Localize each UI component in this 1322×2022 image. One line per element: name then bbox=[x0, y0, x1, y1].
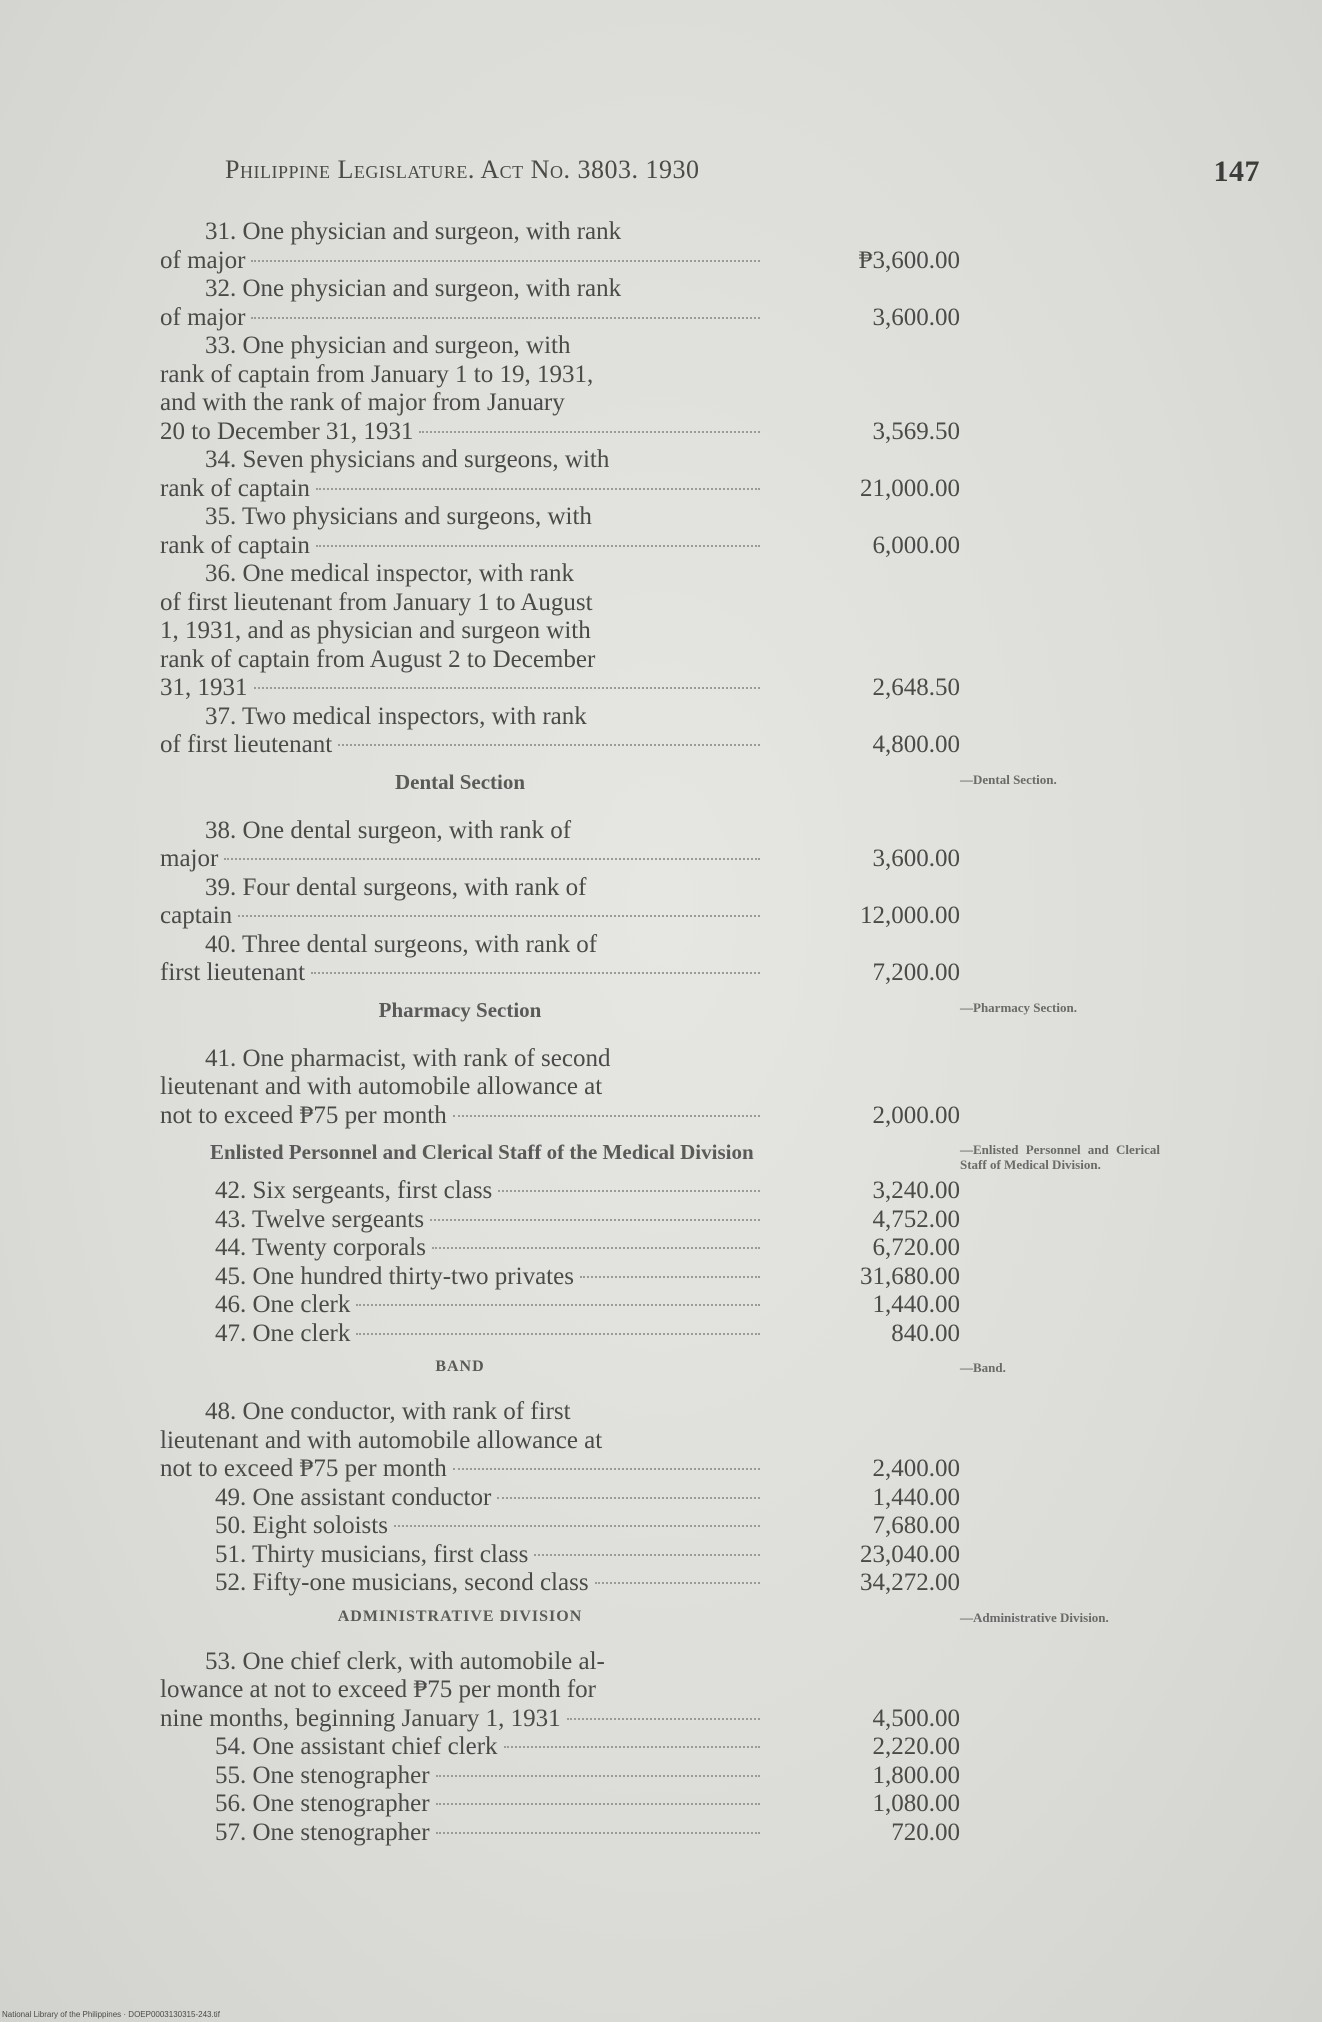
leader-dots bbox=[238, 915, 760, 917]
item-text-line: of first lieutenant bbox=[160, 731, 333, 758]
appropriation-item bbox=[160, 503, 960, 560]
leader-dots bbox=[567, 1718, 760, 1720]
item-text-line: 39. Four dental surgeons, with rank of bbox=[205, 873, 587, 901]
leader-dots bbox=[419, 431, 760, 433]
item-amount: 31,680.00 bbox=[860, 1262, 960, 1290]
leader-dots bbox=[224, 858, 760, 860]
section-heading-enlisted: Enlisted Personnel and Clerical Staff of the Medical Division bbox=[210, 1140, 754, 1164]
item-last-line bbox=[215, 1733, 760, 1762]
appropriation-item bbox=[160, 1733, 960, 1762]
appropriation-item bbox=[160, 560, 960, 703]
leader-dots bbox=[436, 1803, 760, 1805]
item-amount: 1,800.00 bbox=[872, 1761, 960, 1789]
item-description bbox=[160, 1512, 760, 1541]
item-last-line bbox=[215, 1819, 760, 1848]
item-last-line bbox=[160, 731, 760, 760]
appropriation-item bbox=[160, 1398, 960, 1484]
item-last-line bbox=[160, 1455, 760, 1484]
item-amount: 7,200.00 bbox=[872, 959, 960, 986]
item-last-line bbox=[160, 532, 760, 561]
item-description bbox=[160, 1320, 760, 1349]
running-header bbox=[225, 155, 1260, 195]
item-amount: 21,000.00 bbox=[860, 474, 960, 502]
item-text-line: 41. One pharmacist, with rank of second bbox=[205, 1044, 611, 1072]
item-last-line bbox=[160, 304, 760, 333]
item-text-line: lowance at not to exceed ₱75 per month for bbox=[160, 1676, 596, 1703]
appropriation-item bbox=[160, 1790, 960, 1819]
leader-dots bbox=[316, 545, 760, 547]
leader-dots bbox=[356, 1304, 760, 1306]
item-amount: ₱3,600.00 bbox=[858, 246, 960, 274]
item-text-line: not to exceed ₱75 per month bbox=[160, 1101, 447, 1129]
item-last-line bbox=[215, 1512, 760, 1541]
item-text-line: nine months, beginning January 1, 1931 bbox=[160, 1704, 561, 1732]
item-text-line: 31, 1931 bbox=[160, 674, 248, 701]
item-amount: 6,000.00 bbox=[872, 531, 960, 559]
appropriation-item bbox=[160, 1206, 960, 1235]
item-text-line: rank of captain bbox=[160, 474, 310, 502]
item-text-line: of major bbox=[160, 303, 246, 331]
item-description bbox=[160, 874, 760, 931]
item-description bbox=[160, 817, 760, 874]
item-last-line bbox=[160, 845, 760, 874]
item-text-line: 38. One dental surgeon, with rank of bbox=[205, 816, 572, 844]
item-last-line bbox=[215, 1291, 760, 1320]
leader-dots bbox=[338, 744, 760, 746]
appropriation-item bbox=[160, 1045, 960, 1131]
item-amount: 2,648.50 bbox=[872, 674, 960, 701]
item-amount: 1,080.00 bbox=[872, 1790, 960, 1817]
item-description bbox=[160, 703, 760, 760]
margin-note-enlisted: —Enlisted Personnel and Clerical Staff of Medical Division. bbox=[960, 1142, 1160, 1172]
item-description bbox=[160, 1045, 760, 1131]
item-text-line: and with the rank of major from January bbox=[160, 389, 565, 416]
item-text-line: 54. One assistant chief clerk bbox=[215, 1733, 498, 1760]
item-amount: 6,720.00 bbox=[872, 1234, 960, 1261]
item-last-line bbox=[160, 475, 760, 504]
item-description bbox=[160, 446, 760, 503]
item-amount: 3,600.00 bbox=[872, 845, 960, 872]
item-text-line: 48. One conductor, with rank of first bbox=[205, 1398, 571, 1425]
item-last-line bbox=[215, 1569, 760, 1598]
item-last-line bbox=[215, 1234, 760, 1263]
item-description bbox=[160, 218, 760, 275]
appropriation-item bbox=[160, 1819, 960, 1848]
item-description bbox=[160, 332, 760, 446]
item-text-line: 20 to December 31, 1931 bbox=[160, 417, 414, 445]
appropriation-item bbox=[160, 332, 960, 446]
item-text-line: not to exceed ₱75 per month bbox=[160, 1455, 447, 1482]
appropriation-item bbox=[160, 703, 960, 760]
item-last-line bbox=[215, 1263, 760, 1292]
appropriation-item bbox=[160, 1177, 960, 1206]
header-title: Philippine Legislature. Act No. 3803. 1930 bbox=[225, 155, 700, 184]
item-text-line: 32. One physician and surgeon, with rank bbox=[205, 275, 622, 302]
leader-dots bbox=[316, 488, 760, 490]
item-text-line: of major bbox=[160, 246, 246, 274]
item-description bbox=[160, 1234, 760, 1263]
leader-dots bbox=[497, 1497, 760, 1499]
item-amount: 840.00 bbox=[891, 1319, 960, 1347]
item-amount: 12,000.00 bbox=[860, 902, 960, 929]
item-last-line bbox=[160, 959, 760, 988]
item-text-line: first lieutenant bbox=[160, 959, 306, 986]
item-description bbox=[160, 1263, 760, 1292]
item-description bbox=[160, 560, 760, 703]
item-description bbox=[160, 1206, 760, 1235]
leader-dots bbox=[356, 1333, 760, 1335]
item-text-line: 50. Eight soloists bbox=[215, 1512, 388, 1539]
appropriation-item bbox=[160, 1541, 960, 1570]
page-number: 147 bbox=[1213, 155, 1260, 188]
appropriation-item bbox=[160, 1320, 960, 1349]
item-text-line: 57. One stenographer bbox=[215, 1818, 430, 1846]
item-amount: 34,272.00 bbox=[860, 1569, 960, 1596]
appropriation-item bbox=[160, 446, 960, 503]
item-description bbox=[160, 931, 760, 988]
item-amount: 2,000.00 bbox=[872, 1101, 960, 1129]
leader-dots bbox=[453, 1115, 760, 1117]
item-text-line: 35. Two physicians and surgeons, with bbox=[205, 503, 592, 530]
item-text-line: 51. Thirty musicians, first class bbox=[215, 1540, 529, 1568]
item-text-line: 34. Seven physicians and surgeons, with bbox=[205, 446, 610, 473]
leader-dots bbox=[311, 972, 760, 974]
leader-dots bbox=[498, 1190, 760, 1192]
item-last-line bbox=[160, 902, 760, 931]
item-last-line bbox=[215, 1541, 760, 1570]
leader-dots bbox=[534, 1554, 760, 1556]
margin-note-admin: —Administrative Division. bbox=[960, 1610, 1109, 1625]
item-text-line: 44. Twenty corporals bbox=[215, 1234, 426, 1261]
appropriation-column bbox=[160, 218, 960, 1847]
item-description bbox=[160, 1569, 760, 1598]
item-description bbox=[160, 1648, 760, 1734]
item-amount: 4,752.00 bbox=[872, 1205, 960, 1233]
item-text-line: 56. One stenographer bbox=[215, 1790, 430, 1817]
item-description bbox=[160, 1762, 760, 1791]
leader-dots bbox=[504, 1746, 760, 1748]
item-amount: 4,500.00 bbox=[872, 1704, 960, 1732]
item-amount: 2,400.00 bbox=[872, 1455, 960, 1482]
item-last-line bbox=[215, 1790, 760, 1819]
leader-dots bbox=[453, 1468, 760, 1470]
leader-dots bbox=[436, 1832, 760, 1834]
item-text-line: 47. One clerk bbox=[215, 1319, 351, 1347]
item-last-line bbox=[160, 1102, 760, 1131]
item-text-line: 43. Twelve sergeants bbox=[215, 1205, 425, 1233]
item-text-line: 53. One chief clerk, with automobile al- bbox=[205, 1647, 605, 1675]
item-description bbox=[160, 1733, 760, 1762]
leader-dots bbox=[251, 260, 760, 262]
item-text-line: 40. Three dental surgeons, with rank of bbox=[205, 930, 598, 958]
item-text-line: 31. One physician and surgeon, with rank bbox=[205, 218, 622, 245]
item-last-line bbox=[160, 1705, 760, 1734]
margin-note-pharmacy: —Pharmacy Section. bbox=[960, 1000, 1077, 1015]
leader-dots bbox=[595, 1582, 760, 1584]
item-last-line bbox=[215, 1206, 760, 1235]
leader-dots bbox=[430, 1219, 760, 1221]
item-text-line: 45. One hundred thirty-two privates bbox=[215, 1262, 574, 1290]
leader-dots bbox=[251, 317, 760, 319]
item-text-line: rank of captain from August 2 to December bbox=[160, 645, 596, 673]
item-amount: 3,240.00 bbox=[872, 1177, 960, 1204]
appropriation-item bbox=[160, 931, 960, 988]
item-text-line: captain bbox=[160, 902, 233, 929]
section-heading-pharmacy: Pharmacy Section bbox=[378, 997, 542, 1022]
section-heading-band: BAND bbox=[435, 1358, 485, 1375]
item-text-line: 52. Fifty-one musicians, second class bbox=[215, 1569, 589, 1596]
item-text-line: of first lieutenant from January 1 to August bbox=[160, 588, 593, 616]
item-amount: 3,600.00 bbox=[872, 303, 960, 331]
leader-dots bbox=[432, 1247, 760, 1249]
appropriation-item bbox=[160, 275, 960, 332]
appropriation-item bbox=[160, 1484, 960, 1513]
appropriation-item bbox=[160, 218, 960, 275]
appropriation-item bbox=[160, 1512, 960, 1541]
item-last-line bbox=[160, 247, 760, 276]
margin-note-band: —Band. bbox=[960, 1360, 1006, 1375]
appropriation-item bbox=[160, 874, 960, 931]
item-text-line: major bbox=[160, 845, 219, 872]
item-last-line bbox=[215, 1762, 760, 1791]
appropriation-item bbox=[160, 1569, 960, 1598]
item-description bbox=[160, 1541, 760, 1570]
item-text-line: lieutenant and with automobile allowance at bbox=[160, 1073, 603, 1100]
item-text-line: 49. One assistant conductor bbox=[215, 1483, 492, 1511]
appropriation-item bbox=[160, 1648, 960, 1734]
item-amount: 23,040.00 bbox=[860, 1540, 960, 1568]
item-text-line: 55. One stenographer bbox=[215, 1761, 430, 1789]
item-last-line bbox=[215, 1484, 760, 1513]
leader-dots bbox=[254, 687, 761, 689]
item-text-line: 42. Six sergeants, first class bbox=[215, 1177, 493, 1204]
appropriation-item bbox=[160, 1291, 960, 1320]
leader-dots bbox=[580, 1276, 760, 1278]
item-last-line bbox=[160, 674, 760, 703]
item-description bbox=[160, 1291, 760, 1320]
item-text-line: 1, 1931, and as physician and surgeon with bbox=[160, 617, 591, 644]
item-text-line: rank of captain from January 1 to 19, 1931, bbox=[160, 360, 594, 388]
item-text-line: rank of captain bbox=[160, 531, 310, 559]
item-text-line: 36. One medical inspector, with rank bbox=[205, 560, 575, 587]
item-last-line bbox=[215, 1320, 760, 1349]
item-description bbox=[160, 1819, 760, 1848]
appropriation-item bbox=[160, 817, 960, 874]
leader-dots bbox=[394, 1525, 760, 1527]
margin-note-dental: —Dental Section. bbox=[960, 772, 1057, 787]
item-text-line: lieutenant and with automobile allowance at bbox=[160, 1426, 603, 1454]
item-amount: 2,220.00 bbox=[872, 1733, 960, 1760]
item-amount: 1,440.00 bbox=[872, 1291, 960, 1318]
item-text-line: 46. One clerk bbox=[215, 1291, 351, 1318]
item-last-line bbox=[215, 1177, 760, 1206]
item-amount: 7,680.00 bbox=[872, 1512, 960, 1539]
item-description bbox=[160, 503, 760, 560]
section-heading-dental: Dental Section bbox=[394, 769, 526, 794]
item-amount: 3,569.50 bbox=[872, 417, 960, 445]
item-amount: 1,440.00 bbox=[872, 1483, 960, 1511]
scan-footer-tag: National Library of the Philippines · DOEP0003130315-243.tif bbox=[2, 2010, 220, 2019]
item-description bbox=[160, 1484, 760, 1513]
item-amount: 4,800.00 bbox=[872, 731, 960, 758]
item-description bbox=[160, 275, 760, 332]
item-amount: 720.00 bbox=[891, 1818, 960, 1846]
item-description bbox=[160, 1177, 760, 1206]
section-heading-admin: ADMINISTRATIVE DIVISION bbox=[337, 1607, 583, 1625]
appropriation-item bbox=[160, 1234, 960, 1263]
appropriation-item bbox=[160, 1263, 960, 1292]
leader-dots bbox=[436, 1775, 760, 1777]
item-description bbox=[160, 1790, 760, 1819]
item-description bbox=[160, 1398, 760, 1484]
item-text-line: 33. One physician and surgeon, with bbox=[205, 332, 571, 359]
item-last-line bbox=[160, 418, 760, 447]
appropriation-item bbox=[160, 1762, 960, 1791]
item-text-line: 37. Two medical inspectors, with rank bbox=[205, 702, 587, 730]
